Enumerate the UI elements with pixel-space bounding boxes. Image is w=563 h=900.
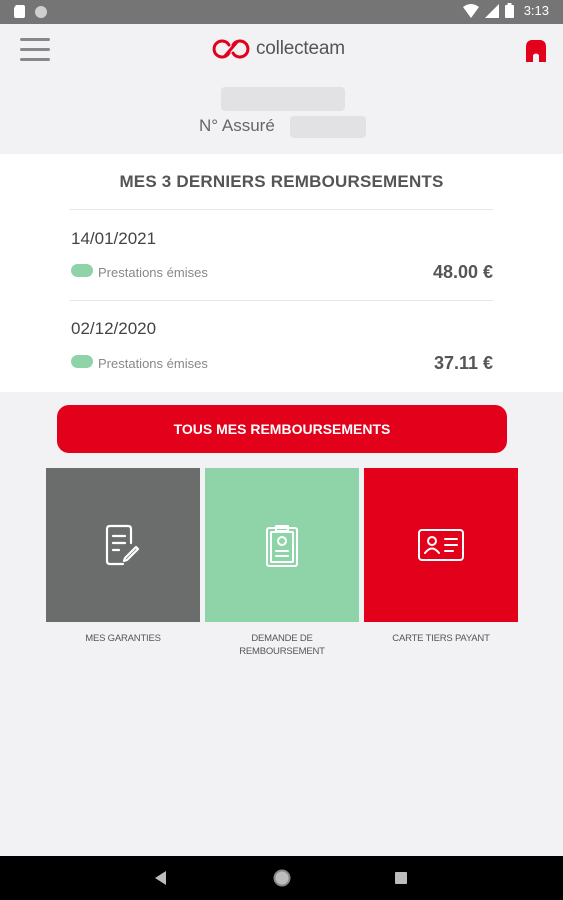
- id-card-icon: [417, 528, 465, 562]
- reimbursement-amount: 48.00 €: [432, 262, 493, 282]
- status-bar: [0, 0, 563, 24]
- recent-apps-icon[interactable]: [395, 872, 407, 884]
- brand-name: collecteam: [256, 38, 345, 59]
- back-icon[interactable]: [155, 871, 167, 885]
- battery-icon: [505, 3, 514, 18]
- reimbursements-title: MES 3 DERNIERS REMBOURSEMENTS: [119, 172, 444, 191]
- redacted-name: [221, 87, 345, 111]
- tile-label-carte-tiers-payant: CARTE TIERS PAYANT: [392, 633, 490, 644]
- status-time: 3:13: [523, 3, 549, 18]
- all-reimbursements-button[interactable]: TOUS MES REMBOURSEMENTS: [57, 405, 507, 453]
- tile-demande-remboursement[interactable]: [205, 468, 359, 622]
- document-edit-icon: [103, 523, 143, 567]
- infinity-logo-icon: [212, 38, 250, 60]
- clipboard-icon: [264, 522, 300, 568]
- sd-card-icon: [14, 5, 25, 18]
- circle-notification-icon: [35, 6, 47, 18]
- home-nav-icon[interactable]: [273, 869, 291, 887]
- wifi-icon: [463, 4, 479, 18]
- divider: [70, 300, 493, 301]
- assure-number-label: N° Assuré: [199, 116, 275, 135]
- reimbursement-date: 14/01/2021: [71, 229, 157, 248]
- reimbursement-amount: 37.11 €: [433, 353, 493, 373]
- status-dot: [71, 264, 93, 277]
- signal-icon: [485, 4, 499, 18]
- tile-label-mes-garanties: MES GARANTIES: [85, 633, 161, 644]
- brand-logo: [212, 38, 345, 60]
- tile-label-demande-remboursement: DEMANDE DE REMBOURSEMENT: [239, 633, 325, 657]
- member-info: [0, 76, 563, 154]
- navigation-bar: [0, 856, 563, 900]
- menu-button[interactable]: [20, 38, 50, 62]
- app-bar: [0, 24, 563, 76]
- reimbursements-card: [0, 154, 563, 392]
- reimbursement-status: Prestations émises: [98, 356, 208, 371]
- home-icon: [522, 38, 550, 64]
- tile-mes-garanties[interactable]: [46, 468, 200, 622]
- tile-carte-tiers-payant[interactable]: [364, 468, 518, 622]
- redacted-assure-number: [290, 116, 366, 138]
- hamburger-icon: [20, 38, 50, 41]
- home-button[interactable]: [522, 38, 550, 64]
- status-dot: [71, 355, 93, 368]
- divider: [70, 209, 493, 210]
- reimbursement-date: 02/12/2020: [71, 319, 157, 338]
- reimbursement-status: Prestations émises: [98, 265, 208, 280]
